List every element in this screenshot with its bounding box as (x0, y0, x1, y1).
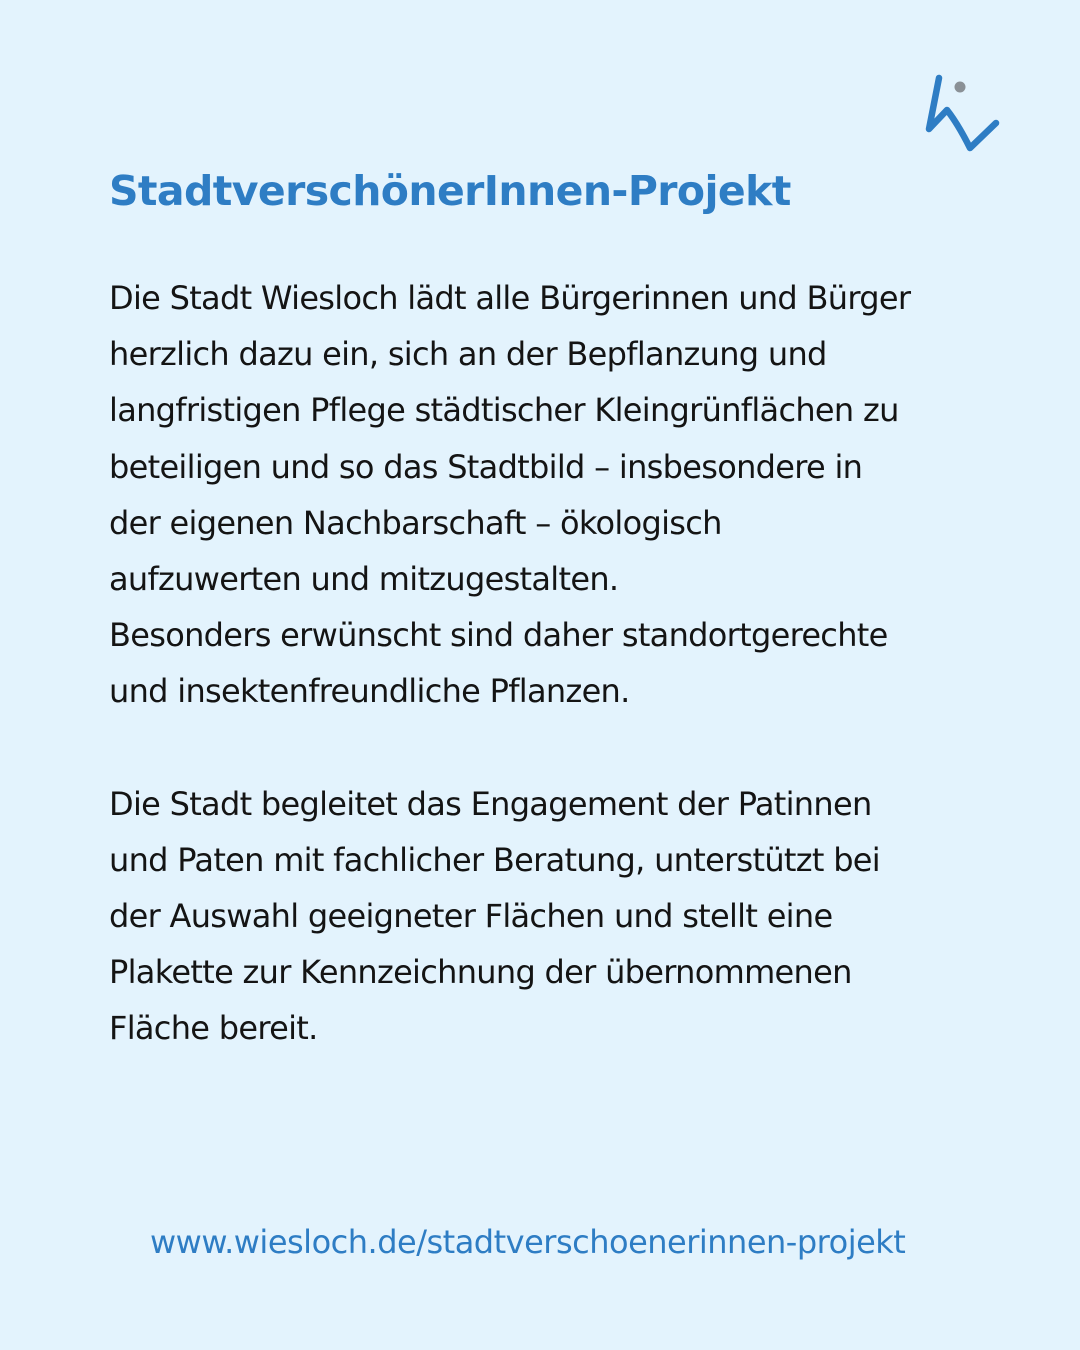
text-line: Die Stadt begleitet das Engagement der Patinnen (109, 784, 872, 823)
text-line: und Paten mit fachlicher Beratung, unterstützt bei (109, 840, 880, 879)
text-line: aufzuwerten und mitzugestalten. (109, 560, 619, 599)
text-line: Besonders erwünscht sind daher standortgerechte (109, 616, 888, 655)
wiesloch-logo-icon (922, 72, 1004, 154)
logo-mark-icon (922, 72, 1004, 154)
logo-dot-icon (955, 82, 966, 93)
paragraph-invitation (109, 270, 1009, 720)
text-line: Die Stadt Wiesloch lädt alle Bürgerinnen und Bürger (109, 279, 911, 317)
text-line: und insektenfreundliche Pflanzen. (109, 672, 630, 711)
paragraph-spacer (109, 720, 1009, 776)
body-text (109, 270, 1009, 1057)
paragraph-support (109, 776, 1009, 1057)
text-line: Fläche bereit. (109, 1009, 318, 1048)
text-line: der Auswahl geeigneter Flächen und stellt eine (109, 897, 833, 936)
text-line: der eigenen Nachbarschaft – ökologisch (109, 503, 722, 542)
text-line: beteiligen und so das Stadtbild – insbesondere in (109, 447, 863, 486)
page-title: StadtverschönerInnen-Projekt (109, 167, 791, 215)
text-line: langfristigen Pflege städtischer Kleingrünflächen zu (109, 391, 899, 430)
text-line: Plakette zur Kennzeichnung der übernommenen (109, 953, 852, 992)
project-url-link[interactable]: www.wiesloch.de/stadtverschoenerinnen-projekt (150, 1223, 906, 1261)
text-line: herzlich dazu ein, sich an der Bepflanzung und (109, 335, 827, 374)
